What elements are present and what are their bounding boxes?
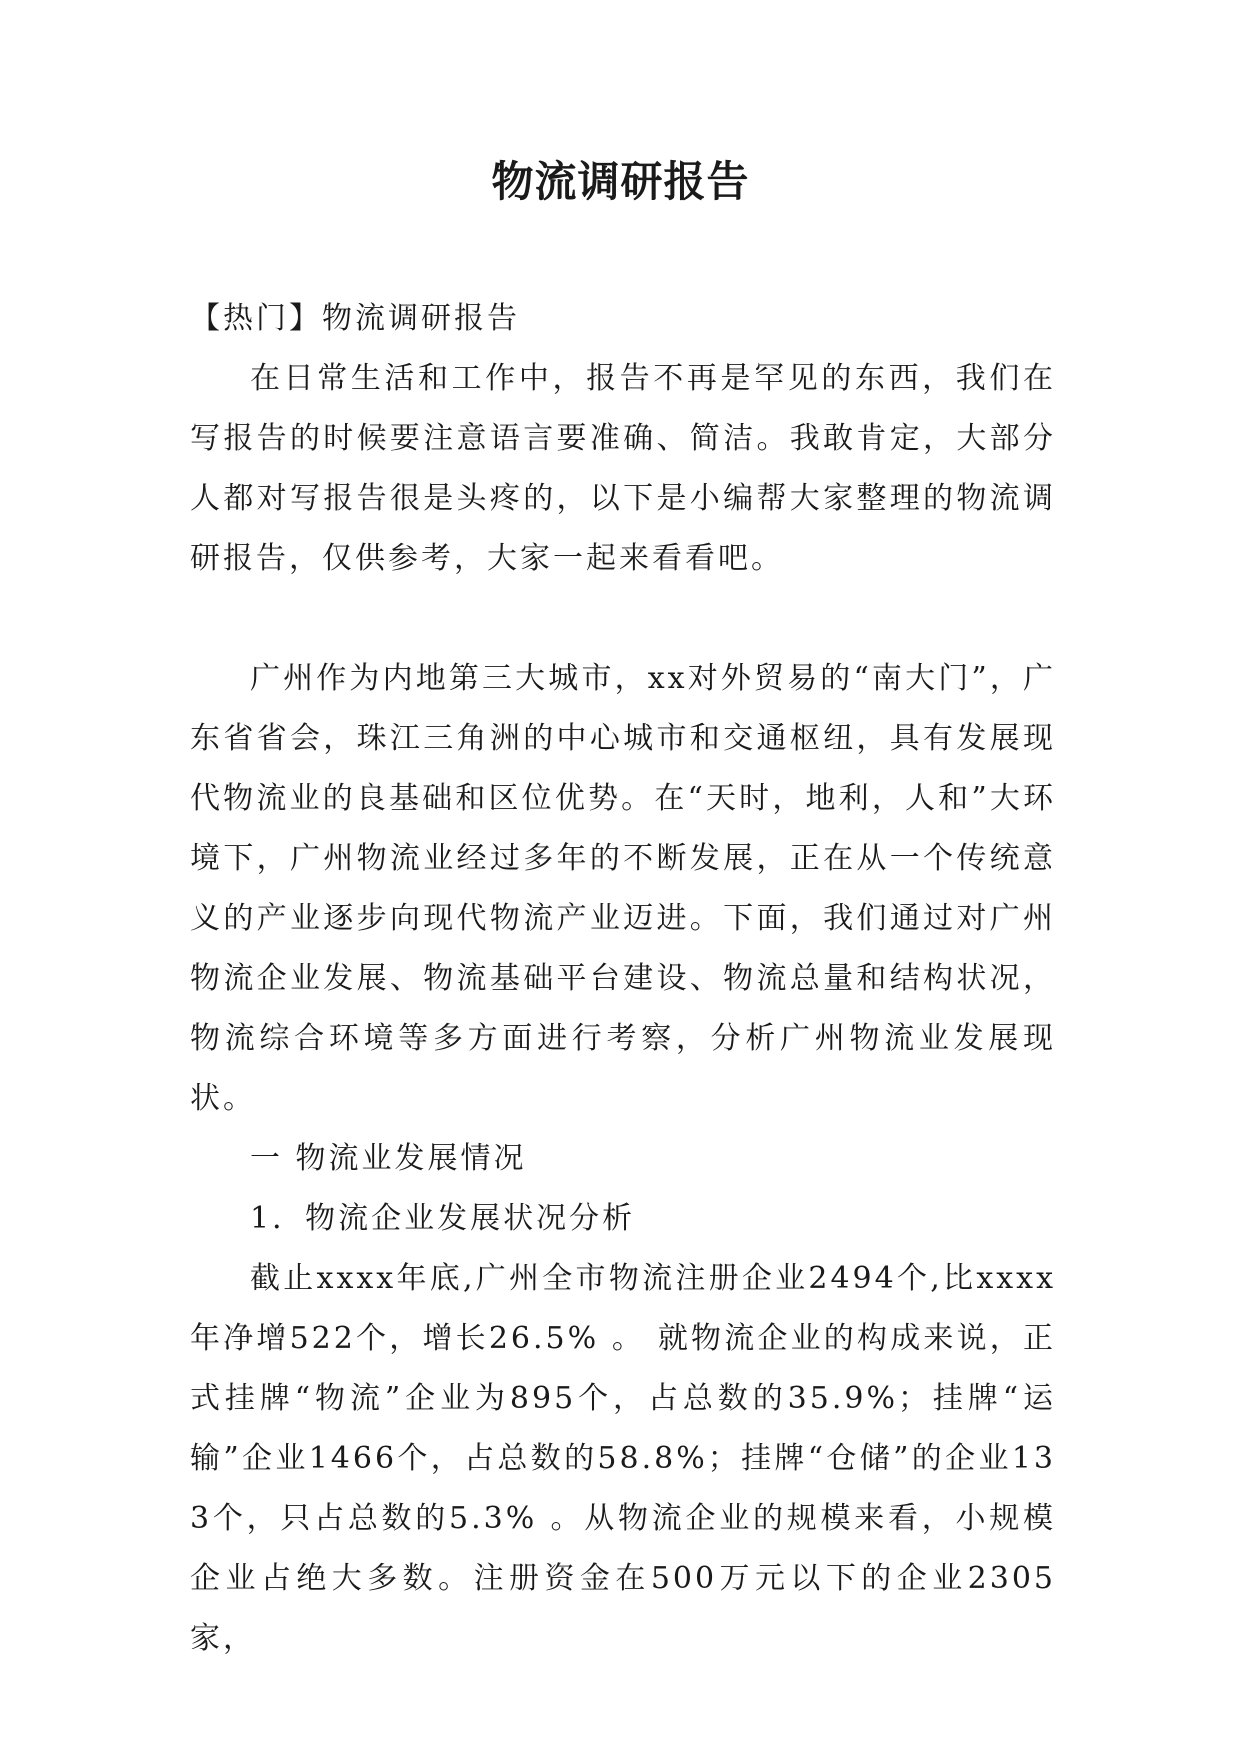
paragraph-enterprise-stats: 截止xxxx年底,广州全市物流注册企业2494个,比xxxx年净增522个，增长26.5% 。 就物流企业的构成来说，正式挂牌“物流”企业为895个，占总数的35.9%；挂牌“运输”企业1466个，占总数的58.8%；挂牌“仓储”的企业133个，只占总数的5.3% 。从物流企业的规模来看，小规模企业占绝大多数。注册资金在500万元以下的企业2305家， — [190, 1261, 1056, 1656]
heading-line: 【热门】物流调研报告 — [190, 301, 520, 336]
document-title: 物流调研报告 — [491, 157, 750, 206]
section-heading: 一 物流业发展情况 — [250, 1141, 527, 1176]
paragraph-spacer — [190, 589, 1056, 649]
paragraph-overview: 广州作为内地第三大城市，xx对外贸易的“南大门”，广东省省会，珠江三角洲的中心城市和交通枢纽，具有发展现代物流业的良基础和区位优势。在“天时，地利，人和”大环境下，广州物流业经过多年的不断发展，正在从一个传统意义的产业逐步向现代物流产业迈进。下面，我们通过对广州物流企业发展、物流基础平台建设、物流总量和结构状况，物流综合环境等多方面进行考察，分析广州物流业发展现状。 — [190, 661, 1056, 1116]
intro-paragraph: 在日常生活和工作中，报告不再是罕见的东西，我们在写报告的时候要注意语言要准确、简洁。我敢肯定，大部分人都对写报告很是头疼的，以下是小编帮大家整理的物流调研报告，仅供参考，大家一起来看看吧。 — [190, 361, 1056, 576]
document-body — [190, 289, 1056, 1669]
subsection-heading: 1．物流企业发展状况分析 — [250, 1201, 636, 1236]
